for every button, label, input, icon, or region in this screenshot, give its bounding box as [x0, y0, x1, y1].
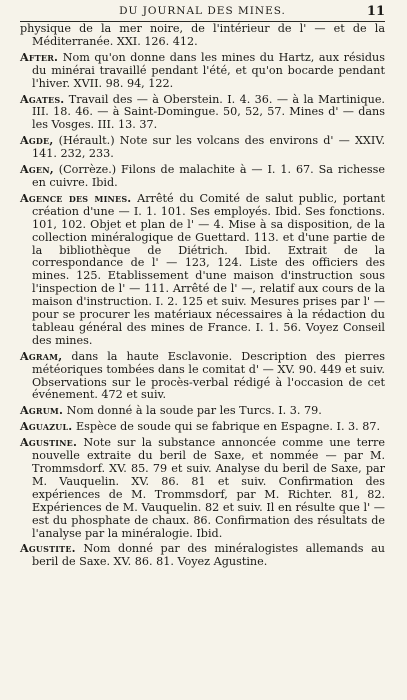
page-number: 11: [366, 4, 385, 19]
entry-text: (Hérault.) Note sur les volcans des environs d' — XXIV. 141. 232, 233.: [32, 134, 385, 161]
entry-heading: Agates.: [20, 91, 65, 106]
index-entry-agustite: [20, 542, 385, 569]
page-header: [20, 5, 385, 22]
entry-text: Note sur la substance annoncée comme une terre nouvelle extraite du beril de Saxe, et nommée — par M. Trommsdorf. XV. 85. 79 et suiv. Analyse du beril de Saxe, par M. Vauquelin. XV. 86. 81 et suiv. Confirmation des expériences de M. Trommsdorf, par M. Richter. 81, 82. Expériences de M. Vauquelin. 82 et suiv. Il en résulte que l' — est du phosphate de chaux. 86. Confirmation des résultats de l'analyse par la minéralogie. Ibid.: [32, 436, 386, 540]
index-entry-agence-des-mines: [20, 192, 385, 348]
index-entry-agram: [20, 350, 385, 403]
entry-text: Nom donné par des minéralogistes allemands au beril de Saxe. XV. 86. 81. Voyez Agustine.: [32, 542, 385, 569]
entry-text: Travail des — à Oberstein. I. 4. 36. — à la Martinique. III. 18. 46. — à Saint-Domingue. 50, 52, 57. Mines d' — dans les Vosges. III. 13. 37.: [32, 92, 385, 132]
entry-heading: Aguazul.: [20, 419, 73, 434]
index-column: [20, 23, 385, 571]
entry-heading: Agde,: [20, 133, 54, 148]
entry-text: Nom donné à la soude par les Turcs. I. 3. 79.: [66, 404, 322, 418]
running-title: DU JOURNAL DES MINES.: [119, 5, 286, 17]
entry-heading: Agustite.: [20, 541, 76, 556]
entry-text: dans la haute Esclavonie. Description des pierres météoriques tombées dans le comitat d' — XV. 90. 449 et suiv. Observations sur le procès-verbal rédigé à l'occasion de cet événement. 472 et suiv.: [32, 349, 386, 402]
index-entry-aguazul: [20, 420, 385, 434]
entry-heading: Agence des mines.: [20, 190, 132, 205]
entry-heading: Agen,: [20, 162, 54, 177]
entry-text: physique de la mer noire, de l'intérieur de l' — et de la Méditerranée. XXI. 126. 412.: [20, 22, 385, 48]
entry-heading: After.: [20, 49, 59, 64]
entry-heading: Agrum.: [20, 403, 64, 418]
entry-heading: Agram,: [20, 348, 63, 363]
index-entry-agates: [20, 93, 385, 133]
entry-heading: Agustine.: [20, 435, 78, 450]
index-entry-agen: [20, 163, 385, 190]
entry-text: Arrêté du Comité de salut public, portant création d'une — I. 1. 101. Ses employés. Ibid. Ses fonctions. 101, 102. Objet et plan de l' — 4. Mise à sa disposition, de la collection minéralogique de Guettard. 113. et d'une partie de la bibliothèque de Diétrich. Ibid. Extrait de la correspondance de l' — 123, 124. Liste des officiers des mines. 125. Etablissement d'une maison d'instruction sous l'inspection de l' — 111. Arrêté de l' —, relatif aux cours de la maison d'instruction. I. 2. 125 et suiv. Mesures prises par l' — pour se procurer les matériaux nécessaires à la rédaction du tableau général des mines de France. I. 1. 56. Voyez Conseil des mines.: [32, 191, 385, 347]
index-entry-agustine: [20, 436, 385, 540]
index-entry-agde: [20, 134, 385, 161]
index-entry-agrum: [20, 404, 385, 418]
index-entry-after: [20, 51, 385, 91]
entry-text: Nom qu'on donne dans les mines du Hartz, aux résidus du minérai travaillé pendant l'été, et qu'on bocarde pendant l'hiver. XVII. 98. 94, 122.: [32, 50, 385, 90]
index-entry-continuation: [20, 23, 385, 49]
entry-text: (Corrèze.) Filons de malachite à — I. 1. 67. Sa richesse en cuivre. Ibid.: [32, 163, 385, 189]
entry-text: Espèce de soude qui se fabrique en Espagne. I. 3. 87.: [75, 420, 381, 434]
